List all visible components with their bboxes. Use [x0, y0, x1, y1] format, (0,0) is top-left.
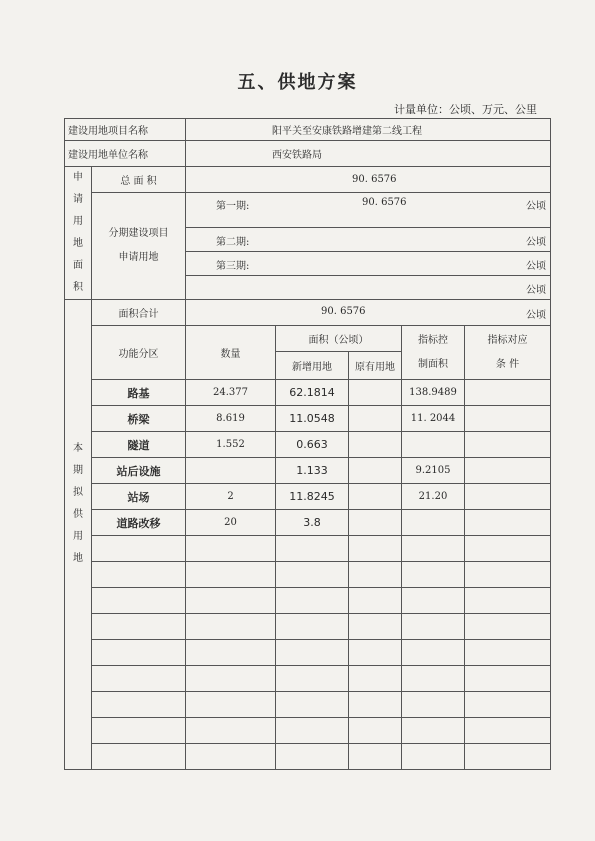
header-old-land: 原有用地 — [349, 352, 402, 380]
phase-row-1 — [65, 193, 551, 228]
project-unit-value: 西安铁路局 — [186, 141, 551, 167]
empty-row — [65, 666, 551, 692]
phase-label: 分期建设项目 申请用地 — [92, 193, 186, 300]
empty-row — [65, 718, 551, 744]
table-row: 路基 24.377 62.1814 138.9489 — [65, 380, 551, 406]
sum-area-unit: 公顷 — [526, 310, 546, 321]
phase-1: 第一期: 90. 6576 公顷 — [186, 193, 551, 228]
empty-row — [65, 562, 551, 588]
total-area-value: 90. 6576 — [186, 167, 551, 193]
sum-area-cell — [186, 300, 551, 326]
supply-side-label: 本 期 拟 供 用 地 — [65, 300, 92, 770]
sum-area-label: 面积合计 — [92, 300, 186, 326]
project-name-value: 阳平关至安康铁路增建第二线工程 — [186, 119, 551, 141]
header-func: 功能分区 — [92, 326, 186, 380]
phase-2: 第二期: 公顷 — [186, 228, 551, 252]
empty-row — [65, 640, 551, 666]
phase-3: 第三期: 公顷 — [186, 252, 551, 276]
empty-row — [65, 692, 551, 718]
sum-area-row — [65, 300, 551, 326]
header-area: 面积（公顷） — [276, 326, 402, 352]
table-row: 站后设施 1.133 9.2105 — [65, 458, 551, 484]
project-name-label: 建设用地项目名称 — [65, 119, 186, 141]
empty-row — [65, 744, 551, 770]
project-name-row — [65, 119, 551, 141]
apply-side-label: 申 请 用 地 面 积 — [65, 167, 92, 300]
header-row-1 — [65, 326, 551, 352]
land-supply-table — [64, 118, 551, 770]
header-count: 数量 — [186, 326, 276, 380]
header-ctrl: 指标控 制面积 — [402, 326, 465, 380]
table-row: 道路改移 20 3.8 — [65, 510, 551, 536]
project-unit-label: 建设用地单位名称 — [65, 141, 186, 167]
total-area-row — [65, 167, 551, 193]
phase-4: 公顷 — [186, 276, 551, 300]
sum-area-value: 90. 6576 — [321, 306, 366, 317]
page-title: 五、供地方案 — [237, 72, 358, 93]
project-unit-row — [65, 141, 551, 167]
header-new-land: 新增用地 — [276, 352, 349, 380]
empty-row — [65, 588, 551, 614]
table-row: 桥梁 8.619 11.0548 11. 2044 — [65, 406, 551, 432]
empty-row — [65, 536, 551, 562]
header-cond: 指标对应 条 件 — [465, 326, 551, 380]
total-area-label: 总 面 积 — [92, 167, 186, 193]
empty-row — [65, 614, 551, 640]
table-row: 隧道 1.552 0.663 — [65, 432, 551, 458]
unit-note: 计量单位：公顷、万元、公里 — [394, 103, 537, 116]
table-row: 站场 2 11.8245 21.20 — [65, 484, 551, 510]
